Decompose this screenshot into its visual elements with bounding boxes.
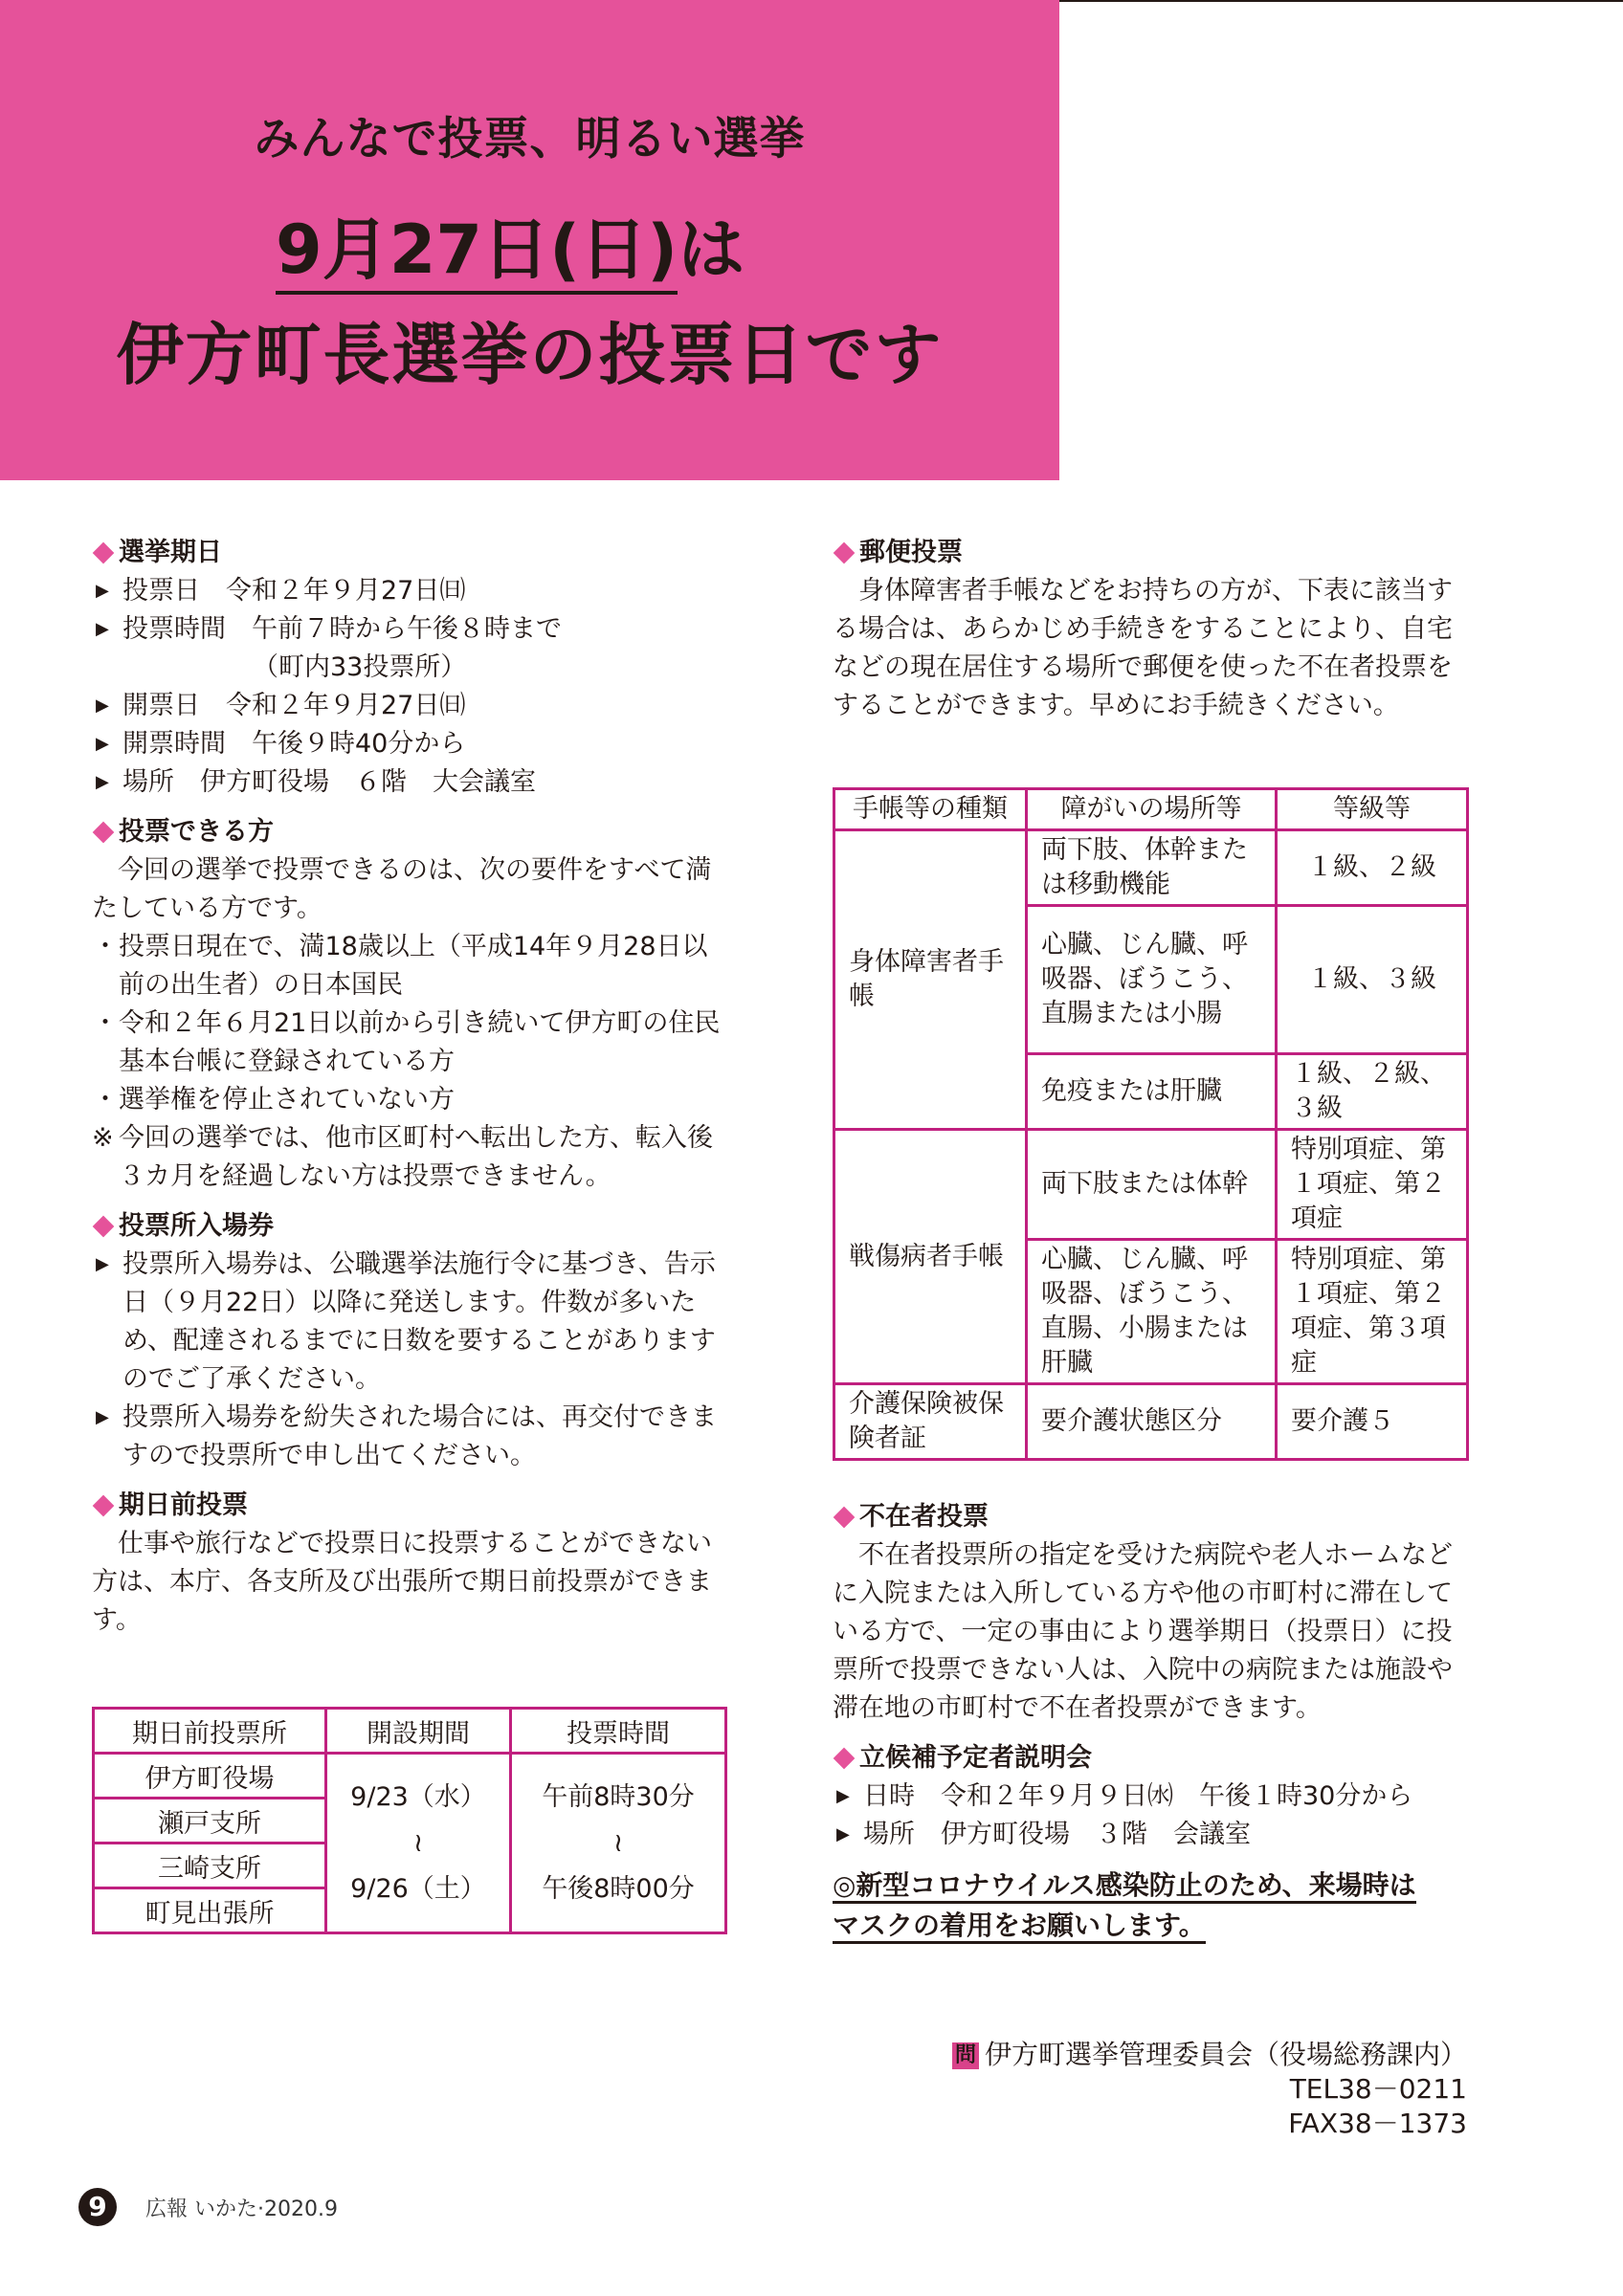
triangle-bullet-icon: ▶ xyxy=(96,1407,109,1427)
paragraph: 仕事や旅行などで投票日に投票することができない方は、本庁、各支所及び出張所で期日前投票ができます。 xyxy=(92,1529,712,1635)
list-item-sub: （町内33投票所） xyxy=(253,652,467,682)
list-item: ・ 投票日現在で、満18歳以上（平成14年９月28日以前の出生者）の日本国民 xyxy=(92,932,708,1000)
list-item: ・ 選挙権を停止されていない方 xyxy=(92,1085,455,1115)
table-row: 戦傷病者手帳 両下肢または体幹 特別項症、第１項症、第２項症 xyxy=(834,1130,1468,1240)
paragraph: 今回の選挙で投票できるのは、次の要件をすべて満たしている方です。 xyxy=(92,855,712,923)
triangle-bullet-icon: ▶ xyxy=(96,772,109,792)
triangle-bullet-icon: ▶ xyxy=(96,1254,109,1274)
section-title: 不在者投票 xyxy=(833,1498,1469,1536)
section-title: 投票できる方 xyxy=(92,813,728,851)
section-title: 郵便投票 xyxy=(833,534,1469,572)
magazine-title: 広報 いかた·2020.9 xyxy=(145,2197,338,2221)
paragraph: 不在者投票所の指定を受けた病院や老人ホームなどに入院または入所している方や他の市町村に滞在している方で、一定の事由により選挙期日（投票日）に投票所で投票できない人は、入院中の病院または施設や滞在地の市町村で不在者投票ができます。 xyxy=(833,1540,1453,1723)
diamond-icon xyxy=(834,1507,856,1529)
postal-voting-table xyxy=(833,787,1469,1461)
table-row: 身体障害者手帳 両下肢、体幹または移動機能 １級、２級 xyxy=(834,830,1468,906)
contact-tel: TEL38－0211 xyxy=(1289,2073,1467,2105)
list-item: ・ 令和２年６月21日以前から引き続いて伊方町の住民基本台帳に登録されている方 xyxy=(92,1008,721,1076)
list-item: ▶ 投票所入場券を紛失された場合には、再交付できますので投票所で申し出てください。 xyxy=(92,1399,728,1475)
list-item: ▶ 投票日 令和２年９月27日㈰ xyxy=(92,572,728,610)
section-title: 期日前投票 xyxy=(92,1487,728,1525)
section-eligible xyxy=(92,813,728,1196)
list-item: ▶ 場所 伊方町役場 ６階 大会議室 xyxy=(92,763,728,802)
triangle-bullet-icon: ▶ xyxy=(96,695,109,716)
list-item: ▶ 場所 伊方町役場 ３階 会議室 xyxy=(833,1816,1469,1854)
mask-notice: ◎新型コロナウイルス感染防止のため、来場時は マスクの着用をお願いします。 xyxy=(833,1866,1469,1946)
diamond-icon xyxy=(93,542,115,564)
section-ticket xyxy=(92,1207,728,1475)
section-election-date xyxy=(92,534,728,802)
diamond-icon xyxy=(834,1748,856,1770)
reference-mark-icon: ※ xyxy=(92,1123,114,1153)
diamond-icon xyxy=(93,1495,115,1517)
list-item: ▶ 投票所入場券は、公職選挙法施行令に基づき、告示日（９月22日）以降に発送します。件数が多いため、配達されるまでに日数を要することがありますのでご了承ください。 xyxy=(92,1246,728,1399)
diamond-icon xyxy=(834,542,856,564)
note: ※ 今回の選挙では、他市区町村へ転出した方、転入後３カ月を経過しない方は投票できません。 xyxy=(92,1119,728,1196)
headline-banner xyxy=(0,0,1059,480)
section-postal xyxy=(833,534,1469,725)
diamond-icon xyxy=(93,822,115,844)
left-column xyxy=(92,534,728,1640)
banner-main-title: 伊方町長選挙の投票日です xyxy=(116,316,944,394)
top-rule xyxy=(1059,0,1623,2)
period-cell: 9/23（水） ≀ 9/26（土） xyxy=(326,1754,511,1933)
diamond-icon xyxy=(93,1216,115,1238)
list-item: ▶ 日時 令和２年９月９日㈬ 午後１時30分から xyxy=(833,1777,1469,1816)
section-title: 立候補予定者説明会 xyxy=(833,1739,1469,1777)
banner-date-suffix: は xyxy=(678,210,745,289)
triangle-bullet-icon: ▶ xyxy=(96,734,109,754)
triangle-bullet-icon: ▶ xyxy=(96,581,109,601)
early-voting-table xyxy=(92,1707,727,1934)
paragraph: 身体障害者手帳などをお持ちの方が、下表に該当する場合は、あらかじめ手続きをすることにより、自宅などの現在居住する場所で郵便を使った不在者投票をすることができます。早めにお手続きください。 xyxy=(833,576,1453,720)
table-row: 免疫または肝臓 １級、２級、３級 xyxy=(834,1054,1468,1130)
banner-date: 9月27日(日) xyxy=(276,210,678,295)
table-row: 町見出張所 xyxy=(94,1888,726,1933)
section-briefing xyxy=(833,1739,1469,1854)
table-row: 瀬戸支所 xyxy=(94,1799,726,1843)
section-title: 投票所入場券 xyxy=(92,1207,728,1246)
time-cell: 午前8時30分 ≀ 午後8時00分 xyxy=(511,1754,726,1933)
right-column xyxy=(833,534,1469,725)
triangle-bullet-icon: ▶ xyxy=(836,1786,850,1806)
banner-subtitle: みんなで投票、明るい選挙 xyxy=(254,113,806,166)
contact-org: 伊方町選挙管理委員会（役場総務課内） xyxy=(984,2039,1467,2070)
list-item: ▶ 開票時間 午後９時40分から xyxy=(92,725,728,763)
section-early-voting xyxy=(92,1487,728,1640)
list-item: ▶ 開票日 令和２年９月27日㈰ xyxy=(92,687,728,725)
contact-fax: FAX38－1373 xyxy=(1288,2108,1467,2139)
list-item: ▶ 投票時間 午前７時から午後８時まで xyxy=(92,610,728,649)
triangle-bullet-icon: ▶ xyxy=(96,619,109,639)
table-row: 伊方町役場 9/23（水） ≀ 9/26（土） 午前8時30分 ≀ 午後8時00分 xyxy=(94,1754,726,1799)
table-row: 介護保険被保険者証 要介護状態区分 要介護５ xyxy=(834,1384,1468,1460)
page-footer xyxy=(78,2188,338,2226)
triangle-bullet-icon: ▶ xyxy=(836,1824,850,1844)
contact-block xyxy=(952,2038,1467,2141)
right-column-lower xyxy=(833,1498,1469,1946)
inquiry-badge-icon: 問 xyxy=(952,2042,979,2069)
table-header-row: 手帳等の種類 障がいの場所等 等級等 xyxy=(834,789,1468,830)
table-row: 三崎支所 xyxy=(94,1843,726,1888)
section-title: 選挙期日 xyxy=(92,534,728,572)
section-absentee xyxy=(833,1498,1469,1728)
table-row: 心臓、じん臓、呼吸器、ぼうこう、直腸または小腸 １級、３級 xyxy=(834,906,1468,1054)
table-header-row: 期日前投票所 開設期間 投票時間 xyxy=(94,1709,726,1754)
banner-date-line xyxy=(276,196,745,293)
table-row: 心臓、じん臓、呼吸器、ぼうこう、直腸、小腸または肝臓 特別項症、第１項症、第２項症、第３項症 xyxy=(834,1240,1468,1384)
page-number: 9 xyxy=(78,2188,117,2226)
